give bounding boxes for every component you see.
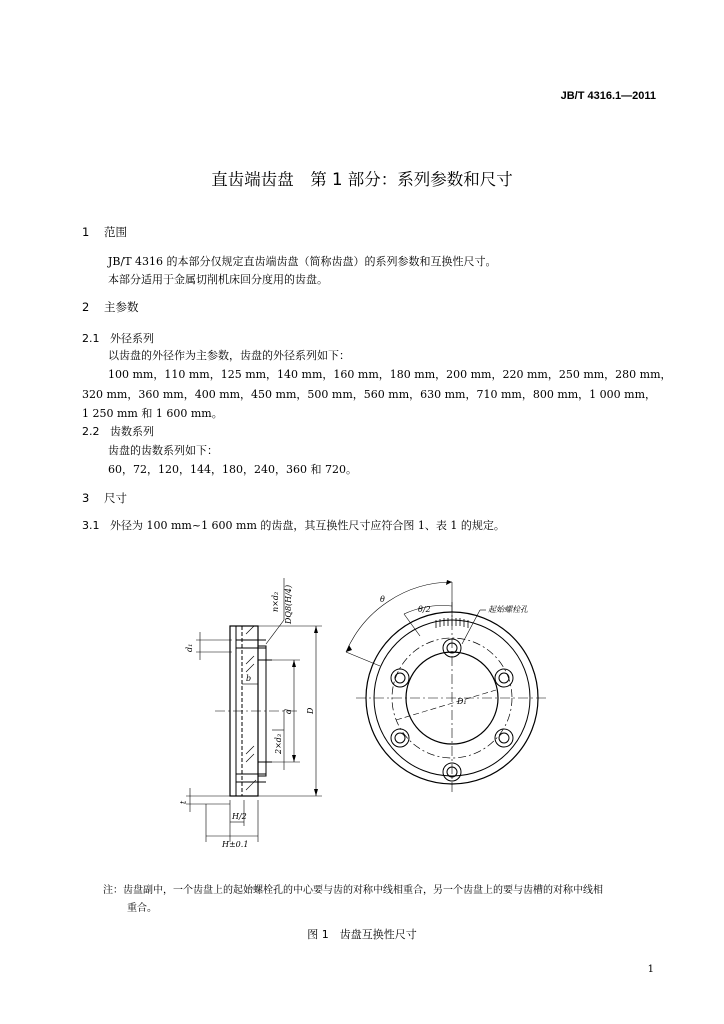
section-title: 齿数系列 (110, 425, 154, 438)
tooth-count-series: 60，72，120，144，180，240，360 和 720。 (108, 463, 357, 476)
diameter-series-line-2: 320 mm，360 mm，400 mm，450 mm，500 mm，560 mm，630 mm，710 mm，800 mm，1 000 mm， (82, 388, 657, 401)
section-2-heading (82, 299, 139, 315)
label-theta-half: θ/2 (418, 605, 431, 614)
section-2-1-heading (82, 330, 154, 346)
note-label: 注： (103, 885, 123, 896)
section-number: 3.1 (82, 519, 100, 532)
section-title: 范围 (104, 225, 127, 239)
paragraph: 以齿盘的外径作为主参数，齿盘的外径系列如下： (108, 349, 350, 362)
page-number: 1 (647, 964, 654, 975)
page-title: 直齿端齿盘 第 1 部分：系列参数和尺寸 (211, 170, 513, 189)
label-theta: θ (380, 595, 385, 604)
section-number: 2.1 (82, 332, 100, 345)
standard-number: JB/T 4316.1—2011 (560, 90, 656, 102)
diameter-series-line-3: 1 250 mm 和 1 600 mm。 (82, 407, 223, 420)
section-3-1 (82, 517, 505, 533)
label-d1: d₁ (185, 643, 194, 652)
section-title: 主参数 (104, 300, 139, 314)
figure-caption: 图 1 齿盘互换性尺寸 (307, 928, 417, 941)
figure-1-drawing (0, 560, 724, 870)
paragraph: 齿盘的齿数系列如下： (108, 444, 218, 457)
label-2-d3: 2×d₃ (274, 733, 283, 754)
section-title: 尺寸 (104, 491, 127, 505)
label-h2: H/2 (232, 812, 247, 821)
section-number: 1 (82, 225, 90, 239)
label-D1: D₁ (457, 697, 467, 706)
label-n-d2: n×d₂ (271, 591, 280, 612)
paragraph: JB/T 4316 的本部分仅规定直齿端齿盘（简称齿盘）的系列参数和互换性尺寸。 (108, 255, 497, 268)
section-number: 2 (82, 300, 90, 314)
label-D: D (306, 707, 315, 714)
figure-note-line-2: 重合。 (127, 903, 157, 914)
label-d: d (284, 708, 293, 714)
note-text: 齿盘副中，一个齿盘上的起始螺栓孔的中心要与齿的对称中线相重合，另一个齿盘上的要与齿槽的对称中线相 (123, 885, 603, 896)
side-view (186, 578, 322, 842)
section-text: 外径为 100 mm~1 600 mm 的齿盘，其互换性尺寸应符合图 1、表 1 的规定。 (110, 519, 505, 532)
label-start-hole: 起始螺栓孔 (488, 605, 528, 614)
label-dq: DQ8(H/4) (284, 584, 293, 624)
label-t: t (179, 800, 188, 804)
section-title: 外径系列 (110, 332, 154, 345)
diameter-series-line-1: 100 mm，110 mm，125 mm，140 mm，160 mm，180 mm，200 mm，220 mm，250 mm，280 mm， (108, 368, 672, 381)
paragraph: 本部分适用于金属切削机床回分度用的齿盘。 (108, 273, 328, 286)
section-number: 3 (82, 491, 90, 505)
section-3-heading (82, 490, 127, 506)
section-number: 2.2 (82, 425, 100, 438)
section-2-2-heading (82, 423, 154, 439)
label-h-tol: H±0.1 (222, 840, 249, 849)
figure-note-line-1 (103, 881, 603, 896)
section-1-heading (82, 224, 127, 240)
label-b: b (246, 674, 252, 683)
